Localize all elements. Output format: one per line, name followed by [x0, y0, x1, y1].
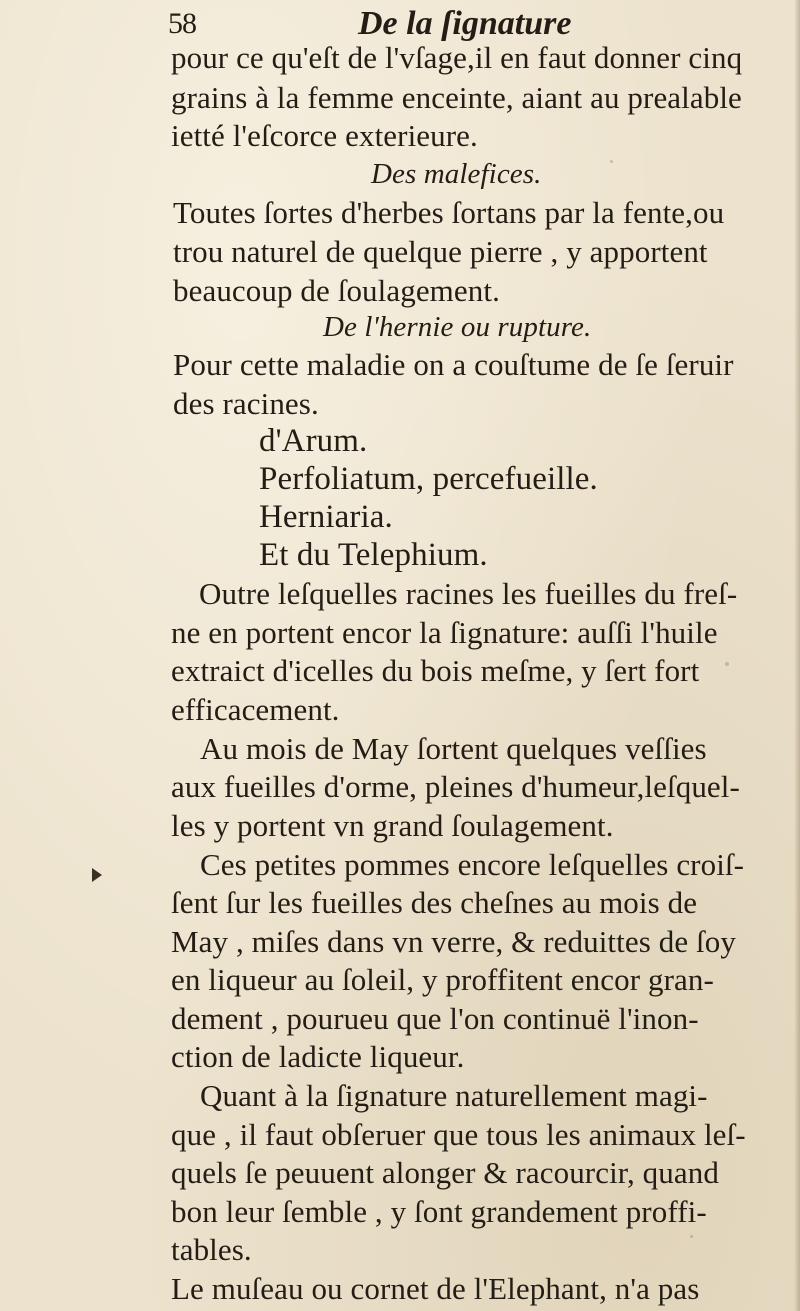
text-line: beaucoup de ſoulagement.	[173, 273, 500, 308]
text-line: Ces petites pommes encore leſquelles croiſ-	[200, 847, 745, 882]
text-line: ietté l'eſcorce exterieure.	[171, 118, 478, 153]
page-number: 58	[168, 7, 196, 40]
text-line: Quant à la ſignature naturellement magi-	[200, 1078, 708, 1113]
section-heading: Des malefices.	[371, 158, 542, 190]
text-line: pour ce qu'eſt de l'vſage,il en faut donner cinq	[171, 40, 743, 75]
text-line: efficacement.	[171, 692, 340, 727]
text-line: dement , pourueu que l'on continuë l'inon-	[171, 1001, 699, 1036]
page-header	[0, 2, 800, 42]
section-heading: De l'hernie ou rupture.	[323, 311, 592, 343]
text-line: May , miſes dans vn verre, & reduittes de ſoy	[171, 924, 736, 959]
text-line: ſent ſur les fueilles des cheſnes au mois de	[171, 885, 698, 920]
list-item: Et du Telephium.	[259, 537, 488, 573]
list-item: Herniaria.	[259, 499, 393, 535]
text-line: Pour cette maladie on a couſtume de ſe ſeruir	[173, 347, 734, 382]
text-line: que , il faut obſeruer que tous les animaux leſ-	[171, 1117, 746, 1152]
text-line: ction de ladicte liqueur.	[171, 1039, 465, 1074]
text-line: quels ſe peuuent alonger & racourcir, quand	[171, 1155, 719, 1190]
paper-speck	[520, 1020, 523, 1023]
page-edge-shadow	[794, 0, 800, 1311]
text-line: trou naturel de quelque pierre , y apportent	[173, 234, 708, 269]
text-line: les y portent vn grand ſoulagement.	[171, 808, 614, 843]
list-item: d'Arum.	[259, 423, 368, 459]
text-line: Toutes ſortes d'herbes ſortans par la fente,ou	[173, 195, 725, 230]
paper-speck	[610, 160, 613, 163]
margin-mark-icon	[92, 868, 102, 882]
text-line: bon leur ſemble , y ſont grandement proffi-	[171, 1194, 707, 1229]
list-item: Perfoliatum, percefueille.	[259, 461, 598, 497]
running-head: De la ſignature	[358, 5, 572, 42]
text-line: Outre leſquelles racines les fueilles du freſ-	[199, 576, 738, 611]
text-line: tables.	[171, 1232, 252, 1267]
text-line: aux fueilles d'orme, pleines d'humeur,leſquel-	[171, 769, 740, 804]
text-line: grains à la femme enceinte, aiant au prealable	[171, 80, 742, 115]
text-line: ne en portent encor la ſignature: auſſi l'huile	[171, 615, 718, 650]
text-line: en liqueur au ſoleil, y proffitent encor gran-	[171, 962, 714, 997]
text-line: extraict d'icelles du bois meſme, y ſert fort	[171, 653, 700, 688]
text-line: Le muſeau ou cornet de l'Elephant, n'a pas	[171, 1271, 700, 1306]
paper-speck	[725, 662, 729, 666]
text-line: des racines.	[173, 386, 319, 421]
paper-speck	[690, 1235, 693, 1238]
text-line: Au mois de May ſortent quelques veſſies	[200, 731, 707, 766]
